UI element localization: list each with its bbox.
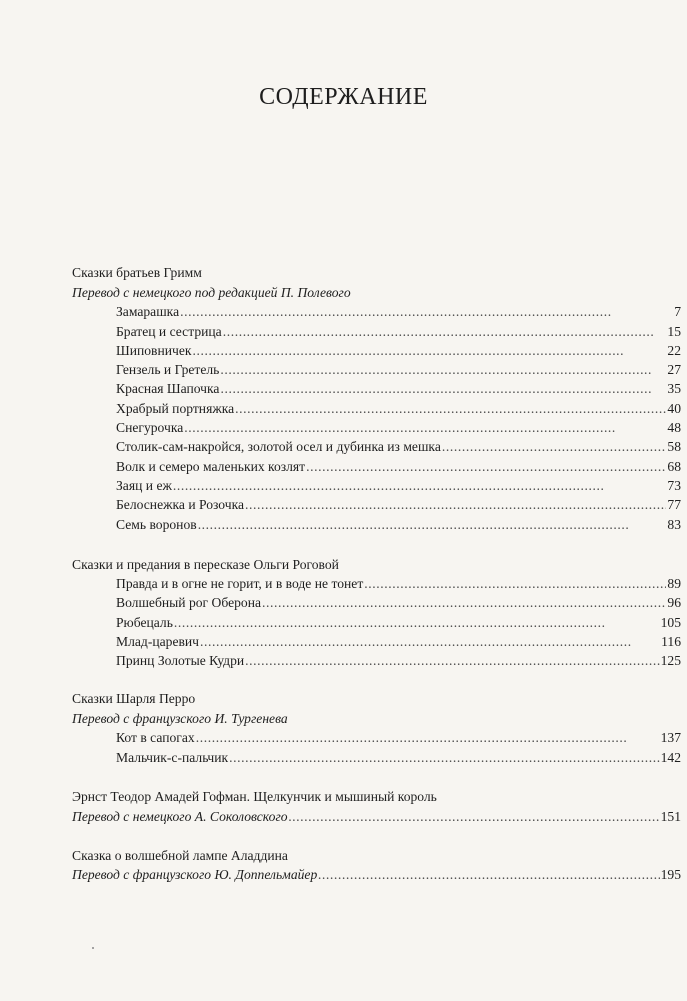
toc-entry[interactable] [72,808,681,826]
toc-entry[interactable] [116,380,681,398]
leader-dots [306,458,666,476]
entry-title: Перевод с немецкого А. Соколовского [72,809,288,824]
toc-entry[interactable] [116,516,681,534]
entry-page: 40 [667,401,681,416]
section-heading: Сказки Шарля Перро [72,691,196,706]
leader-dots [220,361,666,379]
entry-title: Братец и сестрица [116,324,222,339]
leader-dots [245,496,666,514]
section-subtitle: Перевод с немецкого под редакцией П. Полевого [72,285,351,300]
entry-page: 35 [667,381,681,396]
entry-page: 27 [667,362,681,377]
entry-page: 15 [667,324,681,339]
entry-title: Гензель и Гретель [116,362,220,377]
leader-dots [442,438,667,456]
leader-dots [196,729,660,747]
page-title: СОДЕРЖАНИЕ [259,84,428,110]
leader-dots [289,808,660,826]
leader-dots [174,614,660,632]
toc-entry[interactable] [116,400,681,418]
entry-page: 58 [667,439,681,454]
entry-title: Волк и семеро маленьких козлят [116,459,306,474]
entry-title: Принц Золотые Кудри [116,653,245,668]
leader-dots [318,866,659,884]
entry-page: 105 [660,615,681,630]
leader-dots [184,419,666,437]
entry-page: 137 [660,730,681,745]
toc-entry[interactable] [116,575,681,593]
entry-title: Шиповничек [116,343,192,358]
section-heading: Сказки братьев Гримм [72,265,202,280]
entry-page: 142 [660,750,681,765]
entry-title: Волшебный рог Оберона [116,595,262,610]
leader-dots [364,575,666,593]
entry-title: Белоснежка и Розочка [116,497,245,512]
section-heading: Эрнст Теодор Амадей Гофман. Щелкунчик и мышиный король [72,789,437,804]
paper-speck [92,947,94,949]
leader-dots [229,749,660,767]
section-heading: Сказки и предания в пересказе Ольги Роговой [72,557,339,572]
toc-entry[interactable] [116,633,681,651]
entry-page: 195 [660,867,681,882]
entry-title: Столик-сам-накройся, золотой осел и дубинка из мешка [116,439,441,454]
entry-title: Рюбецаль [116,615,173,630]
entry-page: 116 [661,634,681,649]
toc-entry[interactable] [116,652,681,670]
leader-dots [200,633,660,651]
leader-dots [235,400,666,418]
toc-entry[interactable] [116,458,681,476]
entry-page: 89 [667,576,681,591]
leader-dots [245,652,659,670]
entry-page: 73 [667,478,681,493]
entry-title: Снегурочка [116,420,184,435]
section-subtitle: Перевод с французского И. Тургенева [72,711,288,726]
entry-title: Красная Шапочка [116,381,220,396]
entry-title: Заяц и еж [116,478,172,493]
entry-page: 83 [667,517,681,532]
section-heading: Сказка о волшебной лампе Аладдина [72,848,288,863]
entry-page: 7 [674,304,681,319]
toc-entry[interactable] [116,729,681,747]
entry-title: Храбрый портняжка [116,401,235,416]
entry-title: Правда и в огне не горит, и в воде не тонет [116,576,364,591]
entry-page: 96 [667,595,681,610]
toc-entry[interactable] [116,749,681,767]
leader-dots [193,342,667,360]
toc-entry[interactable] [116,361,681,379]
entry-page: 77 [667,497,681,512]
toc-entry[interactable] [116,342,681,360]
toc-entry[interactable] [116,323,681,341]
leader-dots [198,516,667,534]
leader-dots [223,323,667,341]
toc-entry[interactable] [116,438,681,456]
toc-entry[interactable] [116,594,681,612]
toc-entry[interactable] [116,303,681,321]
toc-entry[interactable] [116,477,681,495]
toc-entry[interactable] [72,866,681,884]
entry-page: 151 [660,809,681,824]
leader-dots [220,380,666,398]
toc-entry[interactable] [116,614,681,632]
leader-dots [262,594,666,612]
toc-entry[interactable] [116,419,681,437]
entry-title: Млад-царевич [116,634,200,649]
entry-title: Семь воронов [116,517,197,532]
entry-page: 68 [667,459,681,474]
entry-title: Кот в сапогах [116,730,195,745]
entry-page: 125 [660,653,681,668]
toc-entry[interactable] [116,496,681,514]
entry-page: 22 [667,343,681,358]
entry-title: Перевод с французского Ю. Доппельмайер [72,867,318,882]
leader-dots [180,303,673,321]
entry-title: Мальчик-с-пальчик [116,750,229,765]
entry-page: 48 [667,420,681,435]
leader-dots [173,477,667,495]
entry-title: Замарашка [116,304,180,319]
